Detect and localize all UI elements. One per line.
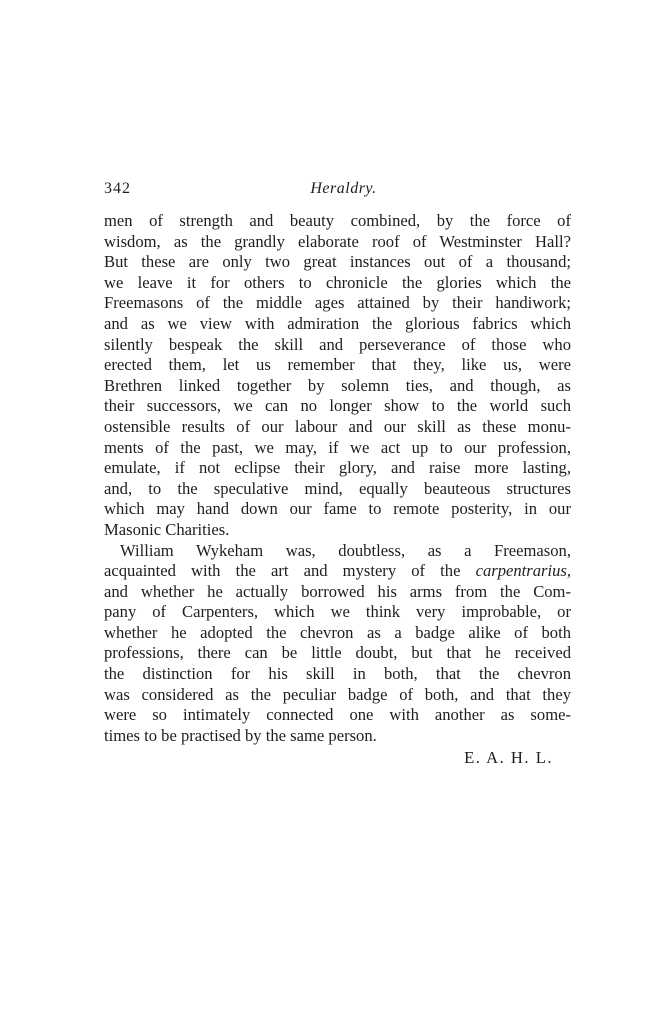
- text-line: and whether he actually borrowed his arms from the Com-: [104, 581, 571, 601]
- text-line: wisdom, as the grandly elaborate roof of Westminster Hall?: [104, 231, 571, 251]
- text-line: was considered as the peculiar badge of both, and that they: [104, 684, 571, 704]
- text-line: ments of the past, we may, if we act up to our profession,: [104, 437, 571, 457]
- text-line: whether he adopted the chevron as a badge alike of both: [104, 622, 571, 642]
- text-line: But these are only two great instances out of a thousand;: [104, 252, 571, 272]
- text-line: erected them, let us remember that they, like us, were: [104, 355, 571, 375]
- text-line: were so intimately connected one with another as some-: [104, 705, 571, 725]
- body-text: [104, 211, 571, 769]
- text-line: their successors, we can no longer show to the world such: [104, 396, 571, 416]
- text-line: times to be practised by the same person.: [104, 725, 377, 745]
- text-line: emulate, if not eclipse their glory, and raise more lasting,: [104, 458, 571, 478]
- text-line: Brethren linked together by solemn ties, and though, as: [104, 375, 571, 395]
- text-line: pany of Carpenters, which we think very improbable, or: [104, 602, 571, 622]
- paragraph-1: [104, 211, 571, 541]
- text-line: silently bespeak the skill and perseverance of those who: [104, 334, 571, 354]
- text-fragment: acquainted with the art and mystery of the: [104, 561, 476, 581]
- text-line: the distinction for his skill in both, that the chevron: [104, 664, 571, 684]
- text-line: William Wykeham was, doubtless, as a Freemason,: [120, 540, 571, 560]
- page-number: 342: [104, 180, 131, 197]
- italic-term: carpentrarius,: [475, 561, 571, 581]
- text-line: and as we view with admiration the glorious fabrics which: [104, 313, 571, 333]
- running-title: Heraldry.: [310, 180, 377, 197]
- author-signature: E. A. H. L.: [464, 748, 553, 768]
- running-head: [104, 180, 571, 202]
- text-line: Freemasons of the middle ages attained by their handiwork;: [104, 293, 571, 313]
- text-line: Masonic Charities.: [104, 519, 230, 539]
- text-line: ostensible results of our labour and our skill as these monu-: [104, 416, 571, 436]
- text-line: which may hand down our fame to remote posterity, in our: [104, 499, 571, 519]
- paragraph-2: [104, 541, 571, 747]
- text-line-with-italic: [104, 561, 571, 582]
- text-line: men of strength and beauty combined, by the force of: [104, 211, 571, 230]
- text-line: and, to the speculative mind, equally beauteous structures: [104, 478, 571, 498]
- text-line: professions, there can be little doubt, but that he received: [104, 643, 571, 663]
- text-line: we leave it for others to chronicle the glories which the: [104, 272, 571, 292]
